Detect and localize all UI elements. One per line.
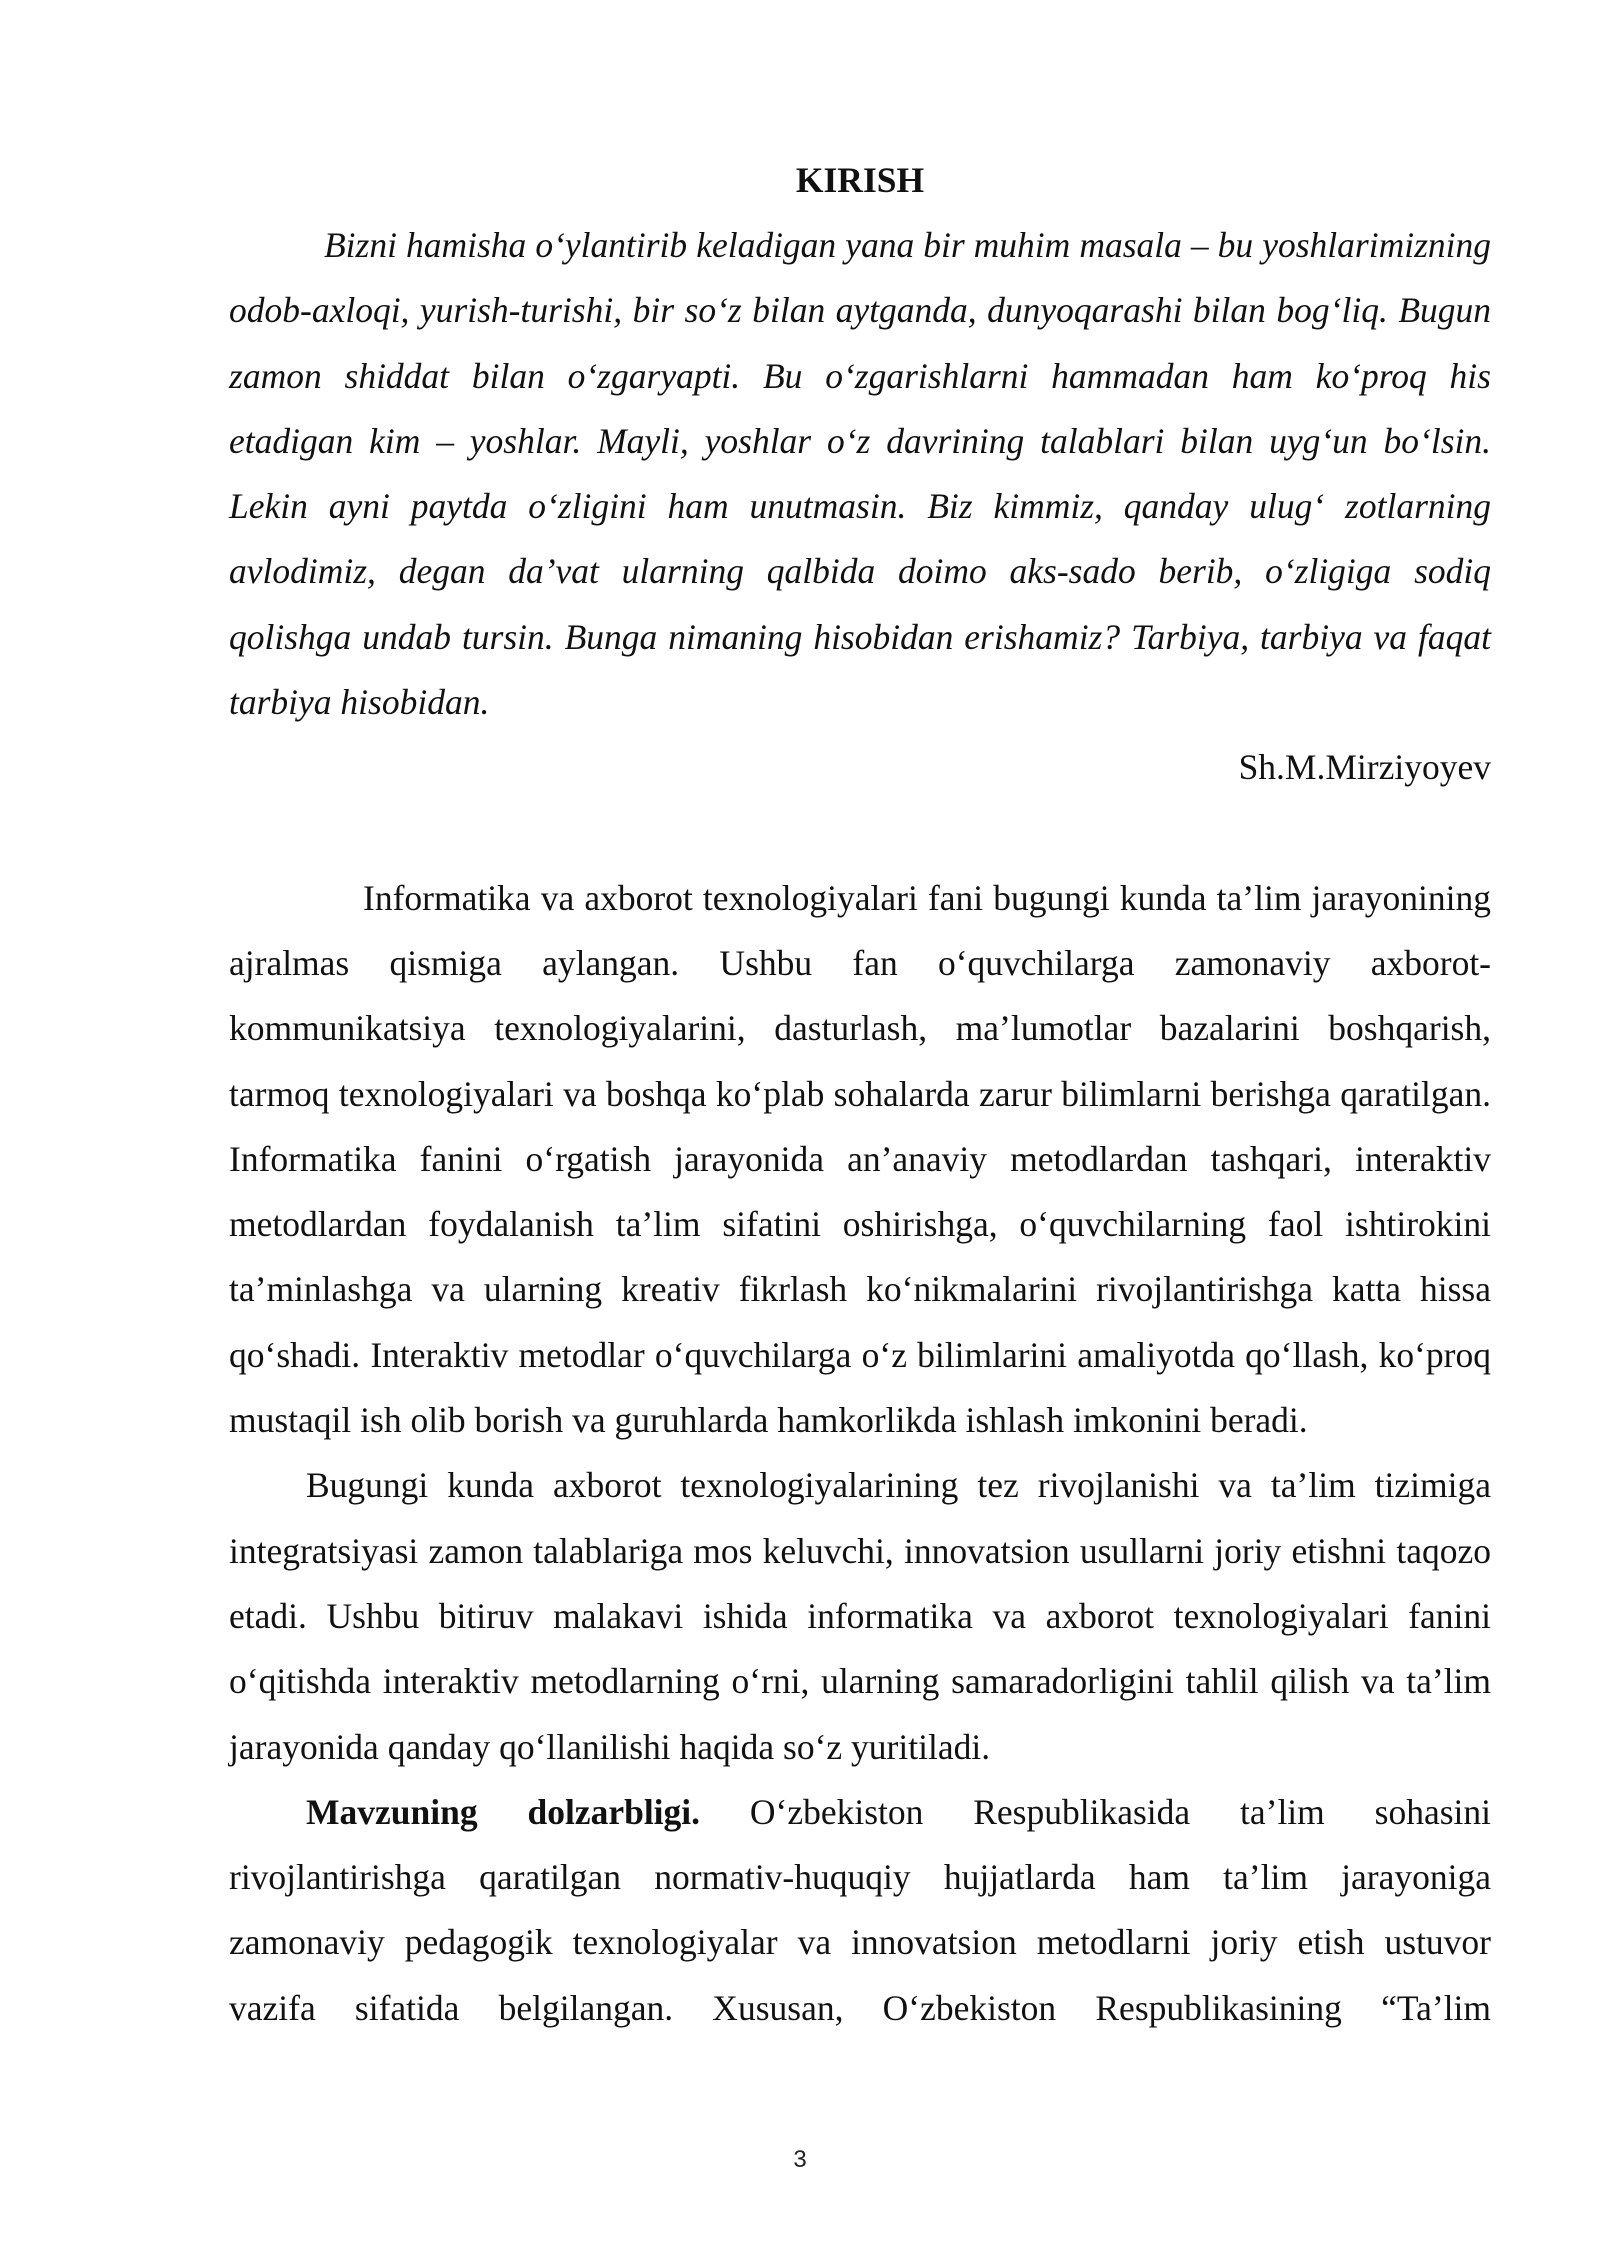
section-spacer (229, 801, 1491, 866)
body-paragraph-2: Bugungi kunda axborot texnologiyalarining tez rivojlanishi va ta’lim tizimiga integratsiyasi zamon talablariga mos keluvchi, innovatsion usullarni joriy etishni taqozo etadi. Ushbu bitiruv malakavi ishida informatika va axborot texnologiyalari fanini o‘qitishda interaktiv metodlarning o‘rni, ularning samaradorligini tahlil qilish va ta’lim jarayonida qanday qo‘llanilishi haqida so‘z yuritiladi. (229, 1465, 1491, 1767)
body-paragraph-1: Informatika va axborot texnologiyalari fani bugungi kunda ta’lim jarayonining ajralmas qismiga aylangan. Ushbu fan o‘quvchilarga zamonaviy axborot-kommunikatsiya texnologiyalarini, dasturlash, ma’lumotlar bazalarini boshqarish, tarmoq texnologiyalari va boshqa ko‘plab sohalarda zarur bilimlarni berishga qaratilgan. Informatika fanini o‘rgatish jarayonida an’anaviy metodlardan tashqari, interaktiv metodlardan foydalanish ta’lim sifatini oshirishga, o‘quvchilarning faol ishtirokini ta’minlashga va ularning kreativ fikrlash ko‘nikmalarini rivojlantirishga katta hissa qo‘shadi. Interaktiv metodlar o‘quvchilarga o‘z bilimlarini amaliyotda qo‘llash, ko‘proq mustaqil ish olib borish va guruhlarda hamkorlikda ishlash imkonini beradi. (229, 877, 1491, 1441)
page-content (229, 148, 1491, 2041)
relevance-paragraph (229, 1780, 1491, 2041)
page-number: 3 (793, 2146, 807, 2173)
relevance-text: O‘zbekiston Respublikasida ta’lim sohasini rivojlantirishga qaratilgan normativ-huquqiy hujjatlarda ham ta’lim jarayoniga zamonaviy pedagogik texnologiyalar va innovatsion metodlarni joriy etish ustuvor vazifa sifatida belgilangan. Xususan, O‘zbekiston Respublikasining “Ta’lim (229, 1791, 1491, 2028)
relevance-heading: Mavzuning dolzarbligi. (306, 1791, 701, 1832)
epigraph-author: Sh.M.Mirziyoyev (1238, 747, 1491, 788)
section-title: KIRISH (795, 160, 925, 200)
epigraph-quote: Bizni hamisha o‘ylantirib keladigan yana bir muhim masala – bu yoshlarimizning odob-axloqi, yurish-turishi, bir so‘z bilan aytganda, dunyoqarashi bilan bog‘liq. Bugun zamon shiddat bilan o‘zgaryapti. Bu o‘zgarishlarni hammadan ham ko‘proq his etadigan kim – yoshlar. Mayli, yoshlar o‘z davrining talablari bilan uyg‘un bo‘lsin. Lekin ayni paytda o‘zligini ham unutmasin. Biz kimmiz, qanday ulug‘ zotlarning avlodimiz, degan da’vat ularning qalbida doimo aks-sado berib, o‘zligiga sodiq qolishga undab tursin. Bunga nimaning hisobidan erishamiz? Tarbiya, tarbiya va faqat tarbiya hisobidan. (229, 225, 1491, 723)
